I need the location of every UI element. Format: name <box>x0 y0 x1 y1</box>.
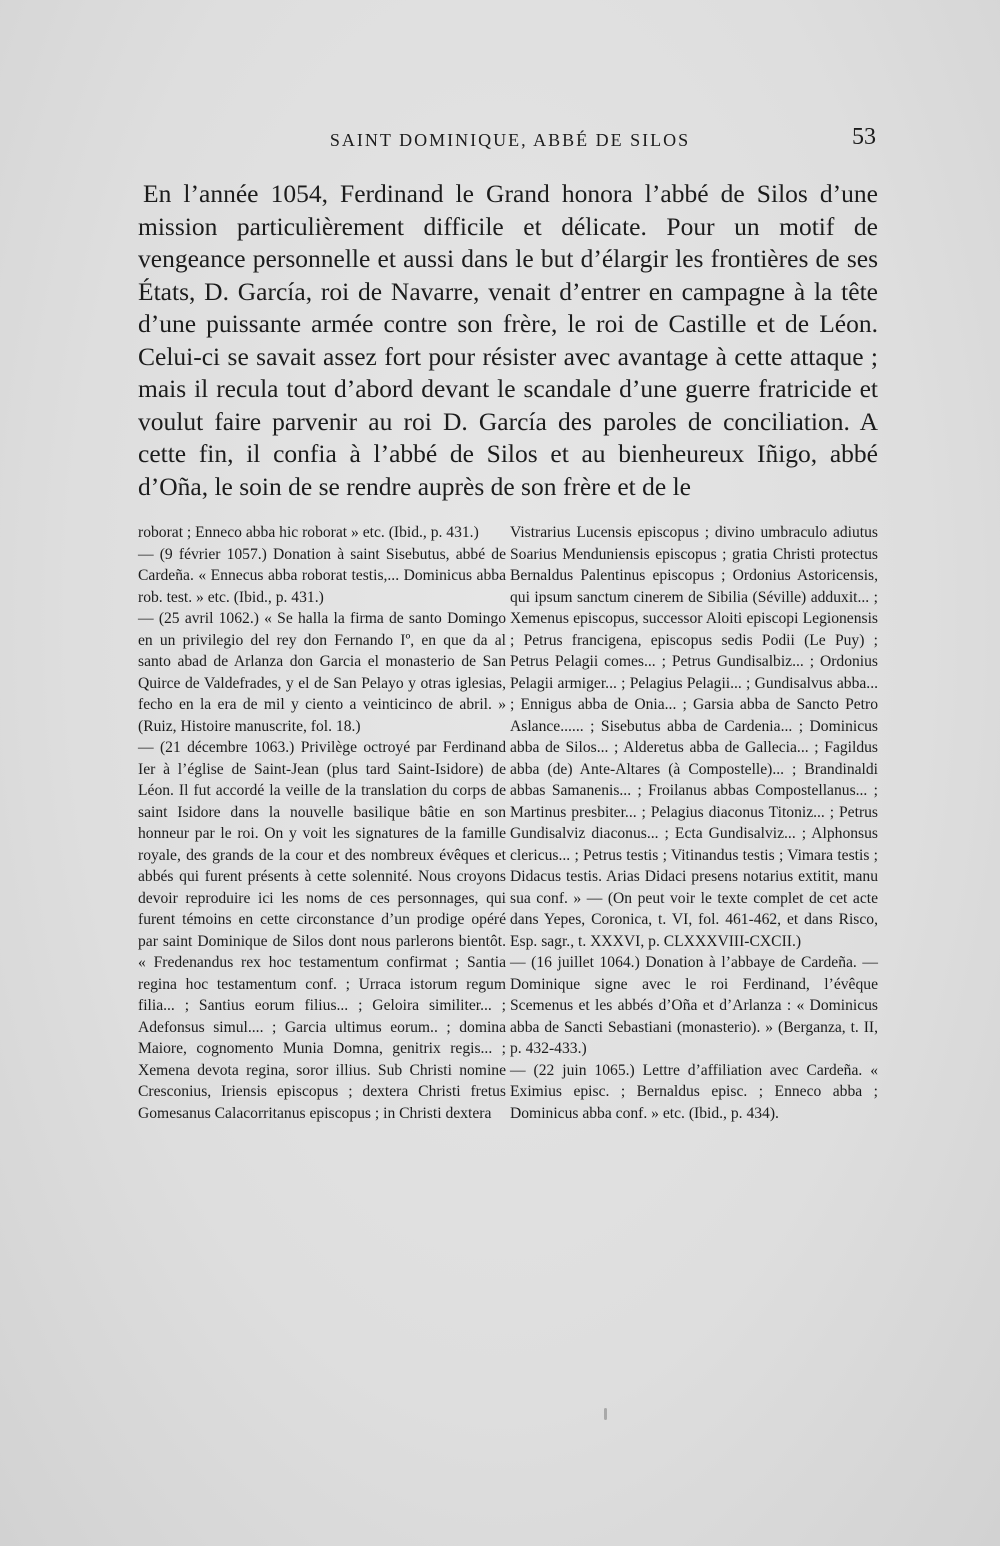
footnote-column-left <box>138 522 506 1124</box>
page-number: 53 <box>852 124 876 150</box>
running-head <box>140 124 880 154</box>
footnote-paragraph: — (21 décembre 1063.) Privilège octroyé par Ferdinand Ier à l’église de Saint-Jean (plus tard Saint-Isidore) de Léon. Il fut accordé la veille de la translation du corps de saint Isidore dans la nouvelle basilique bâtie en son honneur par le roi. On y voit les signatures de la famille royale, des grands de la cour et des nombreux évêques et abbés qui furent présents à cette solennité. Nous croyons devoir reproduire ici les noms de ces personnages, qui furent témoins en cette circonstance d’un prodige opéré par saint Dominique de Silos dont nous parlerons bientôt. « Fredenandus rex hoc testamentum confirmat ; Santia regina hoc testamentum conf. ; Urraca istorum regum filia... ; Santius eorum filius... ; Geloira similiter... ; Adefonsus simul.... ; Garcia ultimus eorum.. ; domina Maiore, cognomento Munia Domna, genitrix regis... ; Xemena devota regina, soror illius. Sub Christi nomine Cresconius, Iriensis episcopus ; dextera Christi fretus Gomesanus Calacorritanus episcopus ; in Christi dextera <box>138 739 506 1122</box>
footnote-paragraph: roborat ; Enneco abba hic roborat » etc. (Ibid., p. 431.) <box>138 524 479 541</box>
footnote-paragraph: — (22 juin 1065.) Lettre d’affiliation avec Cardeña. « Eximius episc. ; Bernaldus episc. ; Enneco abba ; Dominicus abba conf. » etc. (Ibid., p. 434). <box>510 1061 878 1122</box>
footnote-paragraph: — (9 février 1057.) Donation à saint Sisebutus, abbé de Cardeña. « Ennecus abba roborat testis,... Dominicus abba rob. test. » etc. (Ibid., p. 431.) <box>138 545 506 606</box>
running-title: SAINT DOMINIQUE, ABBÉ DE SILOS <box>329 130 691 150</box>
footnote-paragraph: — (16 juillet 1064.) Donation à l’abbaye de Cardeña. — Dominique signe avec le roi Ferdinand, l’évêque Scemenus et les abbés d’Oña et d’Arlanza : « Dominicus abba de Sancti Sebastiani (monasterio). » (Berganza, t. II, p. 432-433.) <box>510 954 878 1057</box>
footnotes <box>138 522 878 1124</box>
main-paragraph: En l’année 1054, Ferdinand le Grand honora l’abbé de Silos d’une mission particulièrement difficile et délicate. Pour un motif de vengeance personnelle et aussi dans le but d’élargir les frontières de ses États, D. García, roi de Navarre, venait d’entrer en campagne à la tête d’une puissante armée contre son frère, le roi de Castille et de Léon. Celui-ci se savait assez fort pour résister avec avantage à cette attaque ; mais il recula tout d’abord devant le scandale d’une guerre fratricide et voulut faire parvenir au roi D. García des paroles de conciliation. A cette fin, il confia à l’abbé de Silos et au bienheureux Iñigo, abbé d’Oña, le soin de se rendre auprès de son frère et de le <box>138 179 878 501</box>
footnote-column-right <box>510 522 878 1124</box>
ink-speck <box>604 1408 607 1420</box>
footnote-paragraph: Vistrarius Lucensis episcopus ; divino umbraculo adiutus Soarius Menduniensis episcopus ; gratia Christi protectus Bernaldus Palentinus episcopus ; Ordonius Astoricensis, qui ipsum sanctum cinerem de Sibilia (Séville) adduxit... ; Xemenus episcopus, successor Aloiti episcopi Legionensis ; Petrus francigena, episcopus sedis Podii (Le Puy) ; Petrus Pelagii comes... ; Petrus Gundisalbiz... ; Ordonius Pelagii armiger... ; Pelagius Pelagii... ; Gundisalvus abba... ; Ennigus abba de Onia... ; Garsia abba de Sancto Petro Aslance...... ; Sisebutus abba de Cardenia... ; Dominicus abba de Silos... ; Alderetus abba de Gallecia... ; Fagildus abba (de) Ante-Altares (à Compostelle)... ; Brandinaldi abbas Samanenis... ; Froilanus abbas Compostellanus... ; Martinus presbiter... ; Pelagius diaconus Titoniz... ; Petrus Gundisalviz diaconus... ; Ecta Gundisalviz... ; Alphonsus clericus... ; Petrus testis ; Vitinandus testis ; Vimara testis ; Didacus testis. Arias Didaci presens notarius extitit, manu sua conf. » — (On peut voir le texte complet de cet acte dans Yepes, Coronica, t. VI, fol. 461-462, et dans Risco, Esp. sagr., t. XXXVI, p. CLXXXVIII-CXCII.) <box>510 524 878 950</box>
footnote-paragraph: — (25 avril 1062.) « Se halla la firma de santo Domingo en un privilegio del rey don Fernando Iº, en que da al santo abad de Arlanza don Garcia el monasterio de San Quirce de Valdefrades, y el de San Pelayo y otras iglesias, fecho en la era de mil y ciento a veinticinco de abril. » (Ruiz, Histoire manuscrite, fol. 18.) <box>138 610 506 735</box>
